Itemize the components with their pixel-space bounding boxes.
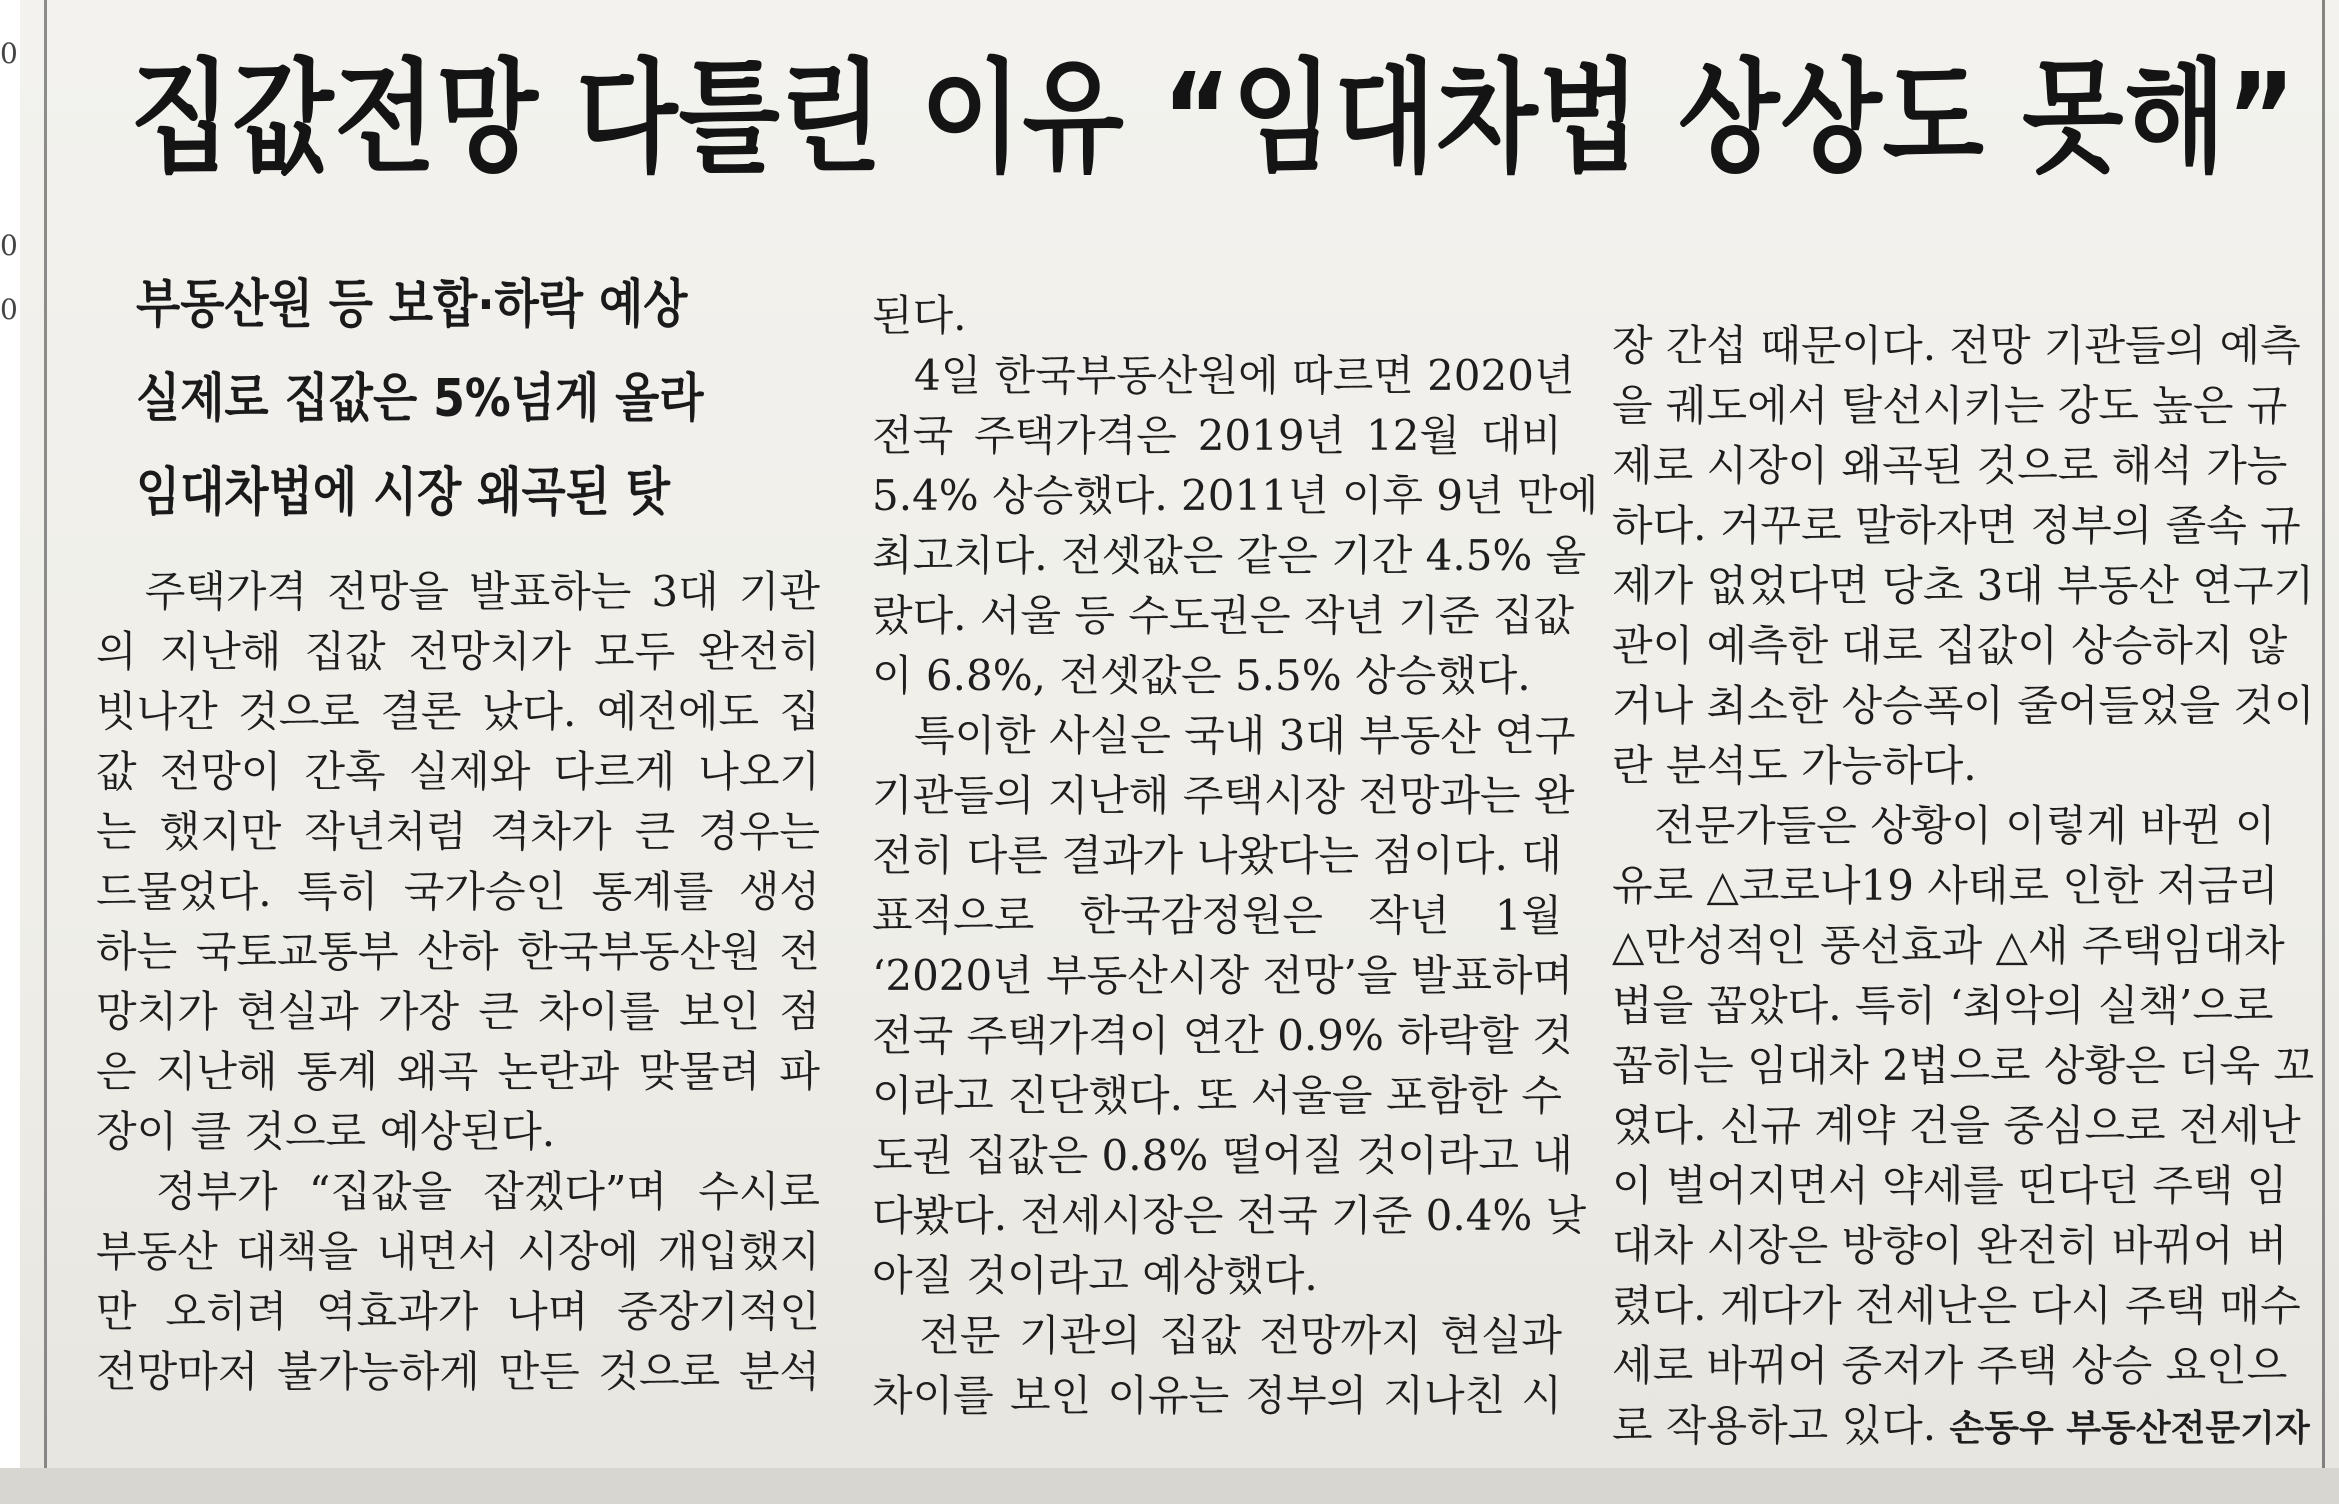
body-line: 이 6.8%, 전셋값은 5.5% 상승했다. (872, 651, 1531, 700)
body-line: 전국 주택가격은 2019년 12월 대비 (872, 411, 1562, 460)
margin-mark: 0 (0, 293, 18, 326)
body-line: 꼽히는 임대차 2법으로 상황은 더욱 꼬 (1612, 1041, 2315, 1090)
article-headline: 집값전망 다틀린 이유 “임대차법 상상도 못해” (130, 47, 2297, 189)
body-line: 는 했지만 작년처럼 격차가 큰 경우는 (96, 807, 820, 856)
body-line: 전히 다른 결과가 나왔다는 점이다. 대 (872, 831, 1562, 880)
body-line: 이라고 진단했다. 또 서울을 포함한 수 (872, 1071, 1562, 1120)
body-line: 관이 예측한 대로 집값이 상승하지 않 (1612, 621, 2288, 670)
body-line: 망치가 현실과 가장 큰 차이를 보인 점 (96, 987, 820, 1036)
body-column-1 (96, 562, 820, 1402)
body-column-2 (872, 286, 1599, 1426)
body-line: 주택가격 전망을 발표하는 3대 기관 (96, 567, 820, 616)
body-line: 기관들의 지난해 주택시장 전망과는 완 (872, 771, 1575, 820)
body-line: 유로 △코로나19 사태로 인한 저금리 (1612, 861, 2279, 910)
body-line: △만성적인 풍선효과 △새 주택임대차 (1612, 921, 2285, 970)
body-column-3 (1612, 316, 2315, 1456)
body-line: 로 작용하고 있다. (1612, 1401, 1937, 1450)
margin-mark: 0 (0, 37, 18, 70)
body-line: 정부가 “집값을 잡겠다”며 수시로 (96, 1167, 820, 1216)
body-line: 도권 집값은 0.8% 떨어질 것이라고 내 (872, 1131, 1573, 1180)
body-line: 렸다. 게다가 전세난은 다시 주택 매수 (1612, 1281, 2301, 1330)
subhead-line: 임대차법에 시장 왜곡된 탓 (136, 463, 671, 523)
body-line: 부동산 대책을 내면서 시장에 개입했지 (96, 1227, 820, 1276)
body-line: 였다. 신규 계약 건을 중심으로 전세난 (1612, 1101, 2301, 1150)
body-line: 법을 꼽았다. 특히 ‘최악의 실책’으로 (1612, 981, 2274, 1030)
column-rule-right (2322, 0, 2325, 1504)
body-line: 세로 바뀌어 중저가 주택 상승 요인으 (1612, 1341, 2288, 1390)
page-bottom-edge (0, 1468, 2339, 1504)
body-line: 다봤다. 전세시장은 전국 기준 0.4% 낮 (872, 1191, 1587, 1240)
body-line: 전국 주택가격이 연간 0.9% 하락할 것 (872, 1011, 1573, 1060)
body-line: 전망마저 불가능하게 만든 것으로 분석 (96, 1347, 820, 1396)
body-line: ‘2020년 부동산시장 전망’을 발표하며 (872, 951, 1574, 1000)
body-line: 만 오히려 역효과가 나며 중장기적인 (96, 1287, 820, 1336)
body-line: 전문 기관의 집값 전망까지 현실과 (872, 1311, 1562, 1360)
body-line: 을 궤도에서 탈선시키는 강도 높은 규 (1612, 381, 2288, 430)
body-line: 5.4% 상승했다. 2011년 이후 9년 만에 (872, 471, 1599, 520)
body-line: 하다. 거꾸로 말하자면 정부의 졸속 규 (1612, 501, 2301, 550)
body-line: 최고치다. 전셋값은 같은 기간 4.5% 올 (872, 531, 1587, 580)
article-subheads (136, 258, 826, 540)
body-line: 아질 것이라고 예상했다. (872, 1251, 1318, 1300)
column-rule-left (44, 0, 47, 1504)
subhead-line: 부동산원 등 보합·하락 예상 (136, 275, 688, 335)
body-line: 의 지난해 집값 전망치가 모두 완전히 (96, 627, 820, 676)
body-line: 드물었다. 특히 국가승인 통계를 생성 (96, 867, 820, 916)
body-line: 특이한 사실은 국내 3대 부동산 연구 (872, 711, 1576, 760)
body-line: 차이를 보인 이유는 정부의 지나친 시 (872, 1371, 1562, 1420)
body-line: 은 지난해 통계 왜곡 논란과 맞물려 파 (96, 1047, 820, 1096)
body-line: 거나 최소한 상승폭이 줄어들었을 것이 (1612, 681, 2315, 730)
body-line: 빗나간 것으로 결론 났다. 예전에도 집 (96, 687, 820, 736)
body-line: 표적으로 한국감정원은 작년 1월 (872, 891, 1562, 940)
subhead-line: 실제로 집값은 5%넘게 올라 (136, 369, 704, 429)
body-line: 전문가들은 상황이 이렇게 바뀐 이 (1612, 801, 2276, 850)
margin-mark: 0 (0, 229, 18, 262)
byline: 손동우 부동산전문기자 (1949, 1408, 2310, 1449)
body-line: 이 벌어지면서 약세를 띤다던 주택 임 (1612, 1161, 2288, 1210)
body-line: 4일 한국부동산원에 따르면 2020년 (872, 351, 1575, 400)
body-line: 값 전망이 간혹 실제와 다르게 나오기 (96, 747, 820, 796)
body-line: 대차 시장은 방향이 완전히 바뀌어 버 (1612, 1221, 2288, 1270)
body-line: 된다. (872, 291, 967, 340)
body-line: 란 분석도 가능하다. (1612, 741, 1977, 790)
body-line: 장 간섭 때문이다. 전망 기관들의 예측 (1612, 321, 2301, 370)
adjacent-page-edge (0, 0, 20, 1504)
body-line: 랐다. 서울 등 수도권은 작년 기준 집값 (872, 591, 1575, 640)
body-line-with-byline (1612, 1396, 2310, 1456)
body-line: 장이 클 것으로 예상된다. (96, 1107, 556, 1156)
body-line: 하는 국토교통부 산하 한국부동산원 전 (96, 927, 820, 976)
body-line: 제로 시장이 왜곡된 것으로 해석 가능 (1612, 441, 2288, 490)
body-line: 제가 없었다면 당초 3대 부동산 연구기 (1612, 561, 2315, 610)
